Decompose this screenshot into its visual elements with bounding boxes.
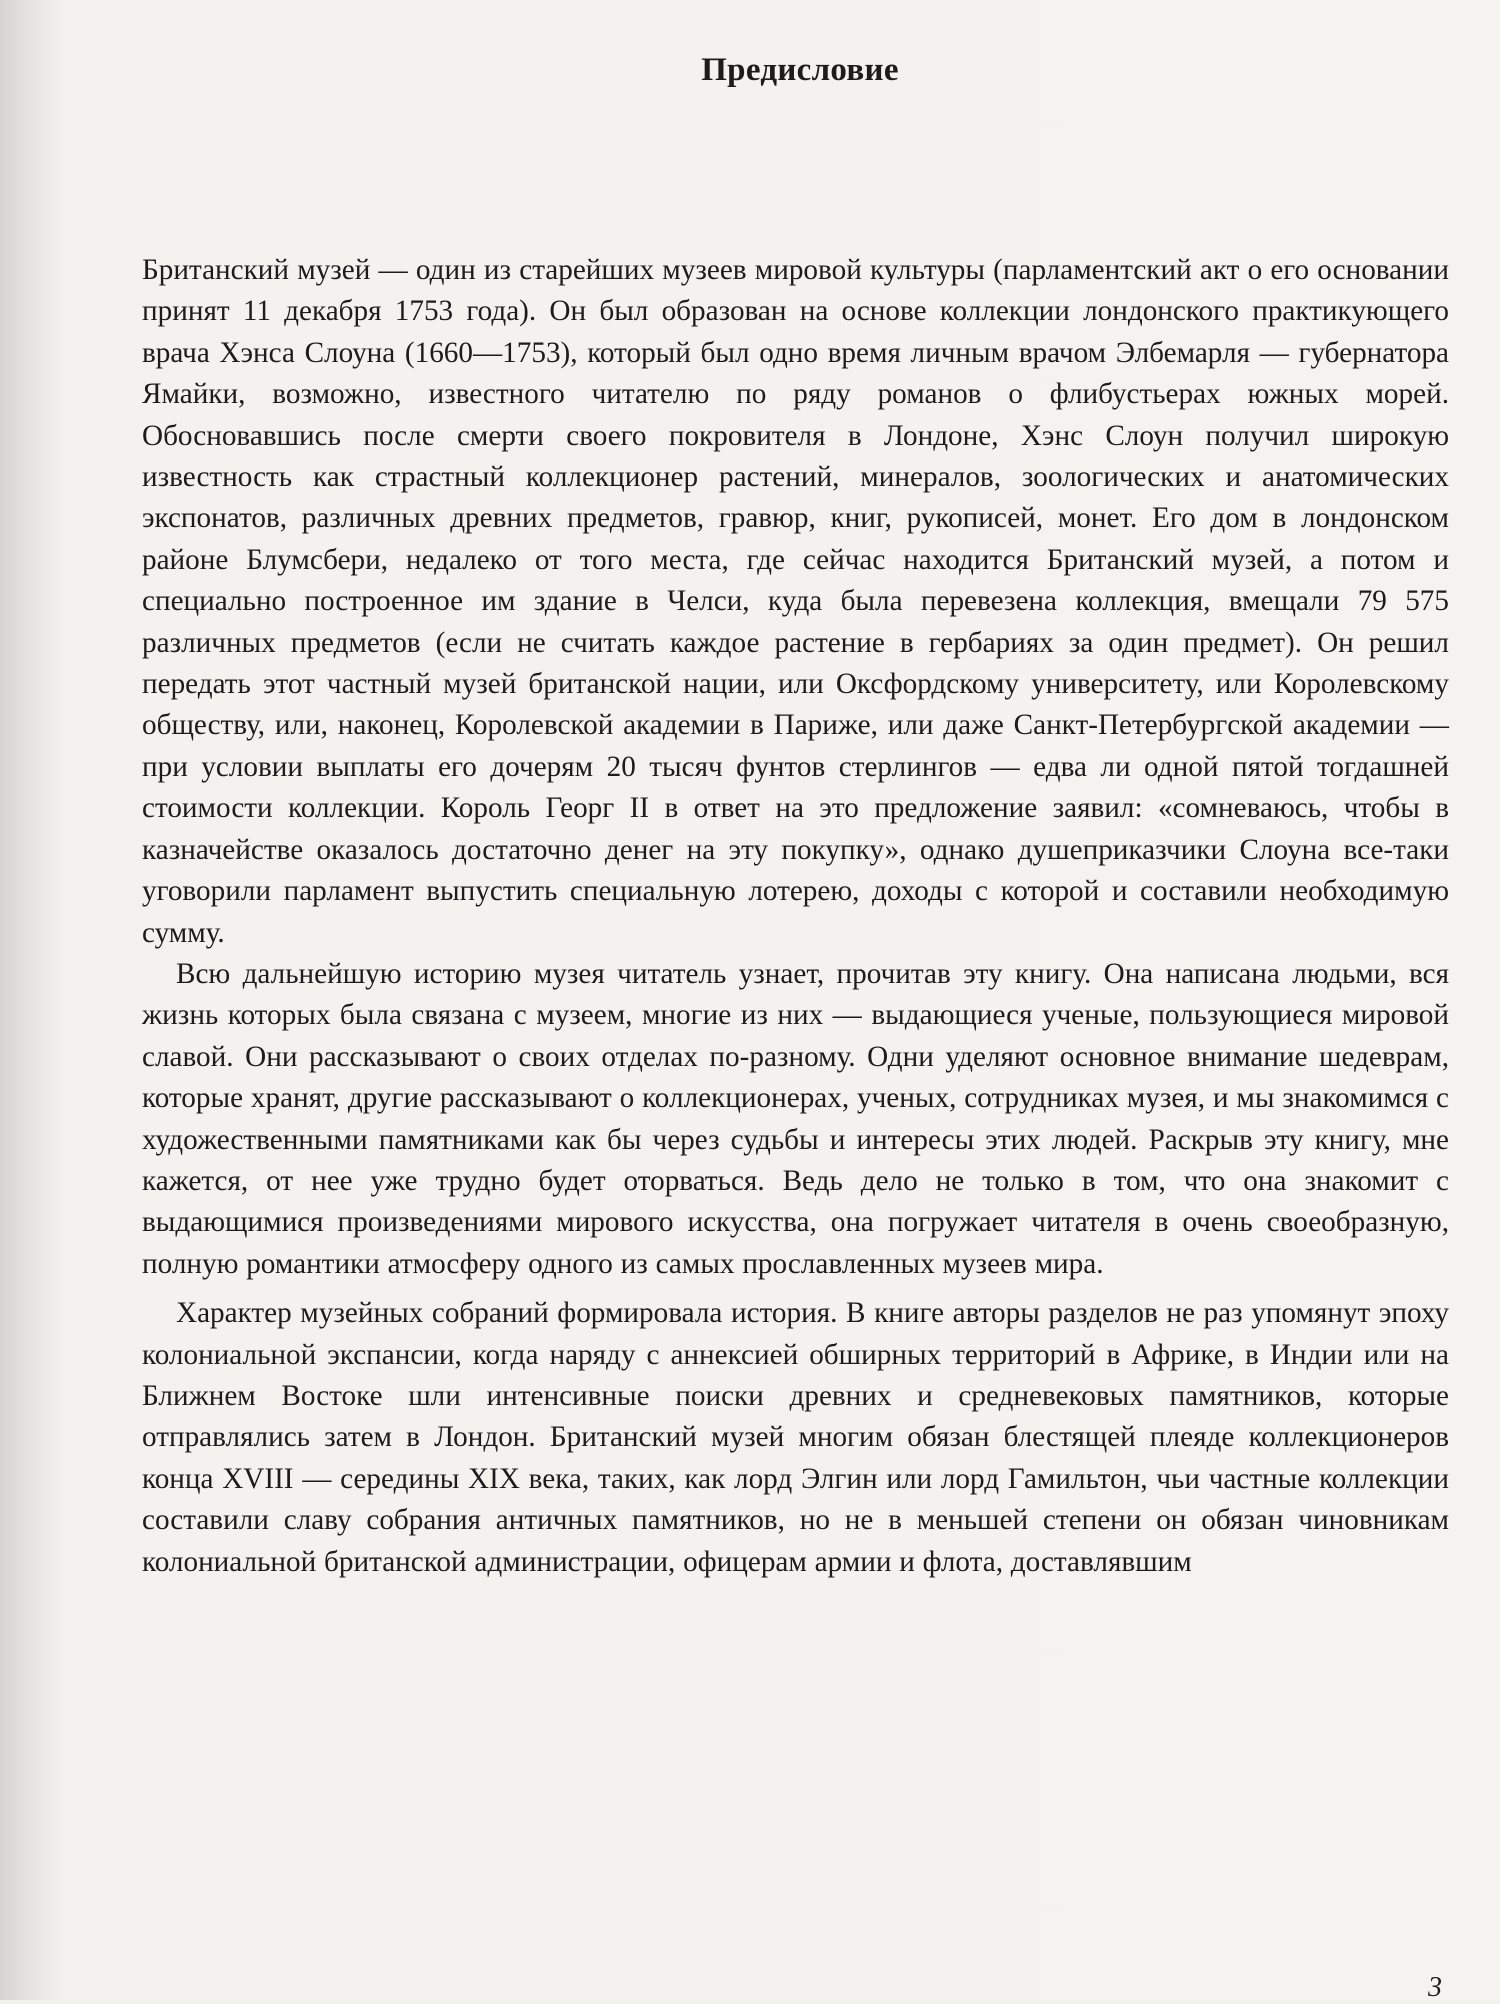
page-fold-shadow: [0, 0, 60, 2000]
paragraph-1: Британский музей — один из старейших музеев мировой культуры (парламентский акт о его основании принят 11 декабря 1753 года). Он был образован на основе коллекции лондонского практикующего врача Хэнса Слоуна (1660—1753), который был одно время личным врачом Элбемарля — губернатора Ямайки, возможно, известного читателю по ряду романов о флибустьерах южных морей. Обосновавшись после смерти своего покровителя в Лондоне, Хэнс Слоун получил широкую известность как страстный коллекционер растений, минералов, зоологических и анатомических экспонатов, различных древних предметов, гравюр, книг, рукописей, монет. Его дом в лондонском районе Блумсбери, недалеко от того места, где сейчас находится Британский музей, а потом и специально построенное им здание в Челси, куда была перевезена коллекция, вмещали 79 575 различных предметов (если не считать каждое растение в гербариях за один предмет). Он решил передать этот частный музей британской нации, или Оксфордскому университету, или Королевскому обществу, или, наконец, Королевской академии в Париже, или даже Санкт-Петербургской академии — при условии выплаты его дочерям 20 тысяч фунтов стерлингов — едва ли одной пятой тогдашней стоимости коллекции. Король Георг II в ответ на это предложение заявил: «сомневаюсь, чтобы в казначействе оказалось достаточно денег на эту покупку», однако душеприказчики Слоуна все-таки уговорили парламент выпустить специальную лотерею, доходы с которой и составили необходимую сумму.: [142, 254, 1449, 949]
paragraph-3: Характер музейных собраний формировала история. В книге авторы разделов не раз упомянут эпоху колониальной экспансии, когда наряду с аннексией обширных территорий в Африке, в Индии или на Ближнем Востоке шли интенсивные поиски древних и средневековых памятников, которые отправлялись затем в Лондон. Британский музей многим обязан блестящей плеяде коллекционеров конца XVIII — середины XIX века, таких, как лорд Элгин или лорд Гамильтон, чьи частные коллекции составили славу собрания античных памятников, но не в меньшей степени он обязан чиновникам колониальной британской администрации, офицерам армии и флота, доставлявшим: [142, 1297, 1449, 1578]
chapter-title: Предисловие: [701, 52, 899, 88]
page-number: 3: [1428, 1972, 1442, 2003]
paragraph-2: Всю дальнейшую историю музея читатель узнает, прочитав эту книгу. Она написана людьми, вся жизнь которых была связана с музеем, многие из них — выдающиеся ученые, пользующиеся мировой славой. Они рассказывают о своих отделах по-разному. Одни уделяют основное внимание шедеврам, которые хранят, другие рассказывают о коллекционерах, ученых, сотрудниках музея, и мы знакомимся с художественными памятниками как бы через судьбы и интересы этих людей. Раскрыв эту книгу, мне кажется, от нее уже трудно будет оторваться. Ведь дело не только в том, что она знакомит с выдающимися произведениями мирового искусства, она погружает читателя в очень своеобразную, полную романтики атмосферу одного из самых прославленных музеев мира.: [142, 957, 1449, 1280]
body-text: [142, 250, 1449, 1583]
